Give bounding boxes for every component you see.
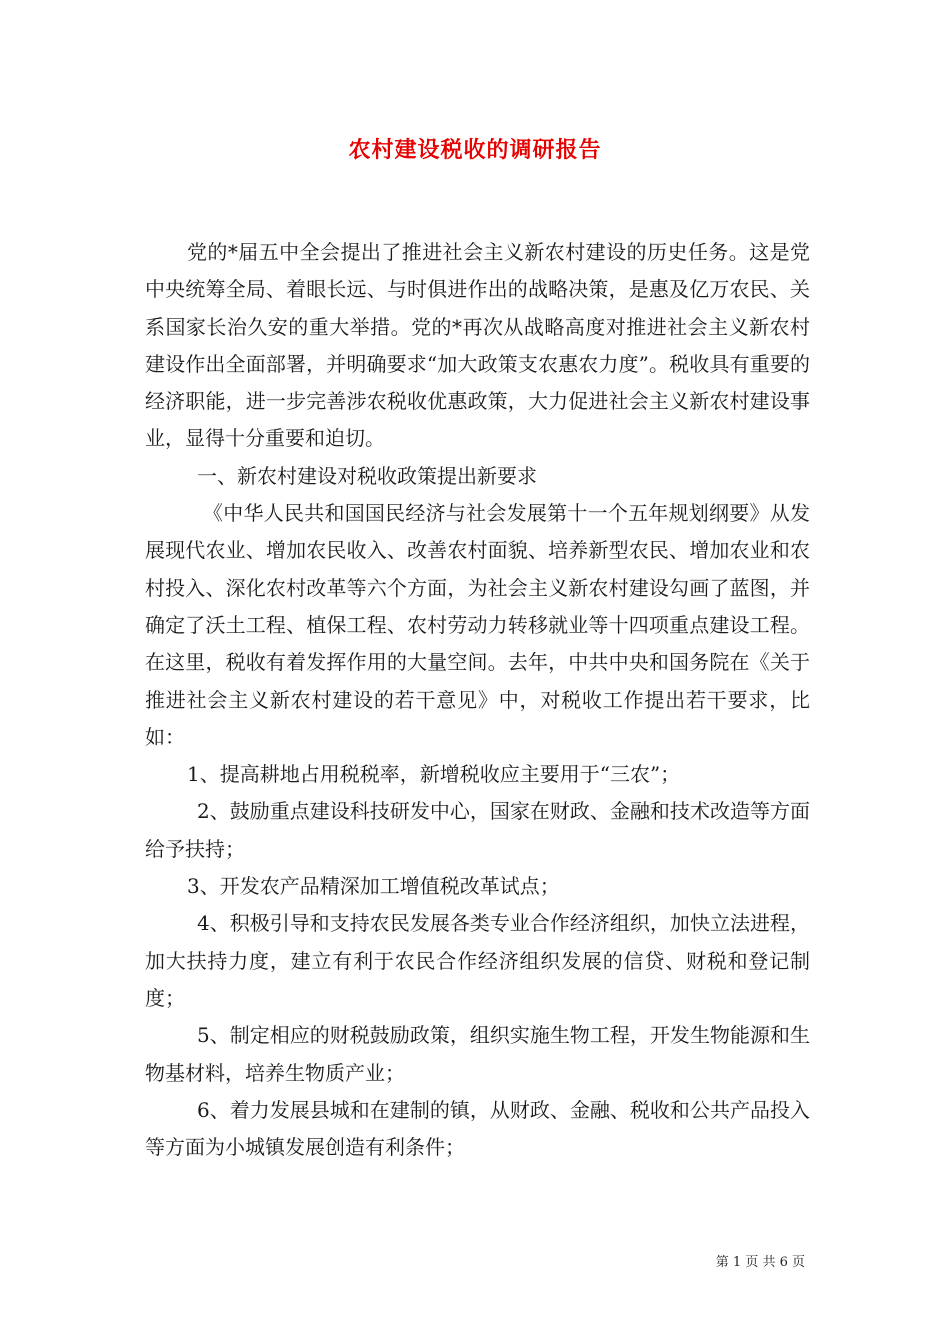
paragraph-intro: 党的*届五中全会提出了推进社会主义新农村建设的历史任务。这是党中央统筹全局、着眼长远、与时俱进作出的战略决策，是惠及亿万农民、关系国家长治久安的重大举措。党的*再次从战略高度对推进社会主义新农村建设作出全面部署，并明确要求“加大政策支农惠农力度”。税收具有重要的经济职能，进一步完善涉农税收优惠政策，大力促进社会主义新农村建设事业，显得十分重要和迫切。 (145, 240, 810, 451)
document-body (145, 234, 810, 1166)
document-title: 农村建设税收的调研报告 (348, 137, 602, 163)
list-item-1: 1、提高耕地占用税税率，新增税收应主要用于“三农”； (187, 762, 681, 787)
list-item-6: 6、着力发展县城和在建制的镇，从财政、金融、税收和公共产品投入等方面为小城镇发展创造有利条件； (145, 1097, 810, 1160)
list-item-5: 5、制定相应的财税鼓励政策，组织实施生物工程，开发生物能源和生物基材料，培养生物质产业； (145, 1023, 810, 1085)
list-item-2: 2、鼓励重点建设科技研发中心，国家在财政、金融和技术改造等方面给予扶持； (145, 799, 810, 861)
page-number: 第 1 页 共 6 页 (715, 1255, 805, 1270)
list-item-3: 3、开发农产品精深加工增值税改革试点； (187, 874, 560, 899)
section-heading-1: 一、新农村建设对税收政策提出新要求 (197, 463, 537, 488)
list-item-4: 4、积极引导和支持农民发展各类专业合作经济组织，加快立法进程，加大扶持力度，建立有利于农民合作经济组织发展的信贷、财税和登记制度； (145, 911, 810, 1010)
paragraph-plan: 《中华人民共和国国民经济与社会发展第十一个五年规划纲要》从发展现代农业、增加农民收入、改善农村面貌、培养新型农民、增加农业和农村投入、深化农村改革等六个方面，为社会主义新农村建设勾画了蓝图，并确定了沃土工程、植保工程、农村劳动力转移就业等十四项重点建设工程。在这里，税收有着发挥作用的大量空间。去年，中共中央和国务院在《关于推进社会主义新农村建设的若干意见》中，对税收工作提出若干要求，比如： (145, 501, 810, 749)
